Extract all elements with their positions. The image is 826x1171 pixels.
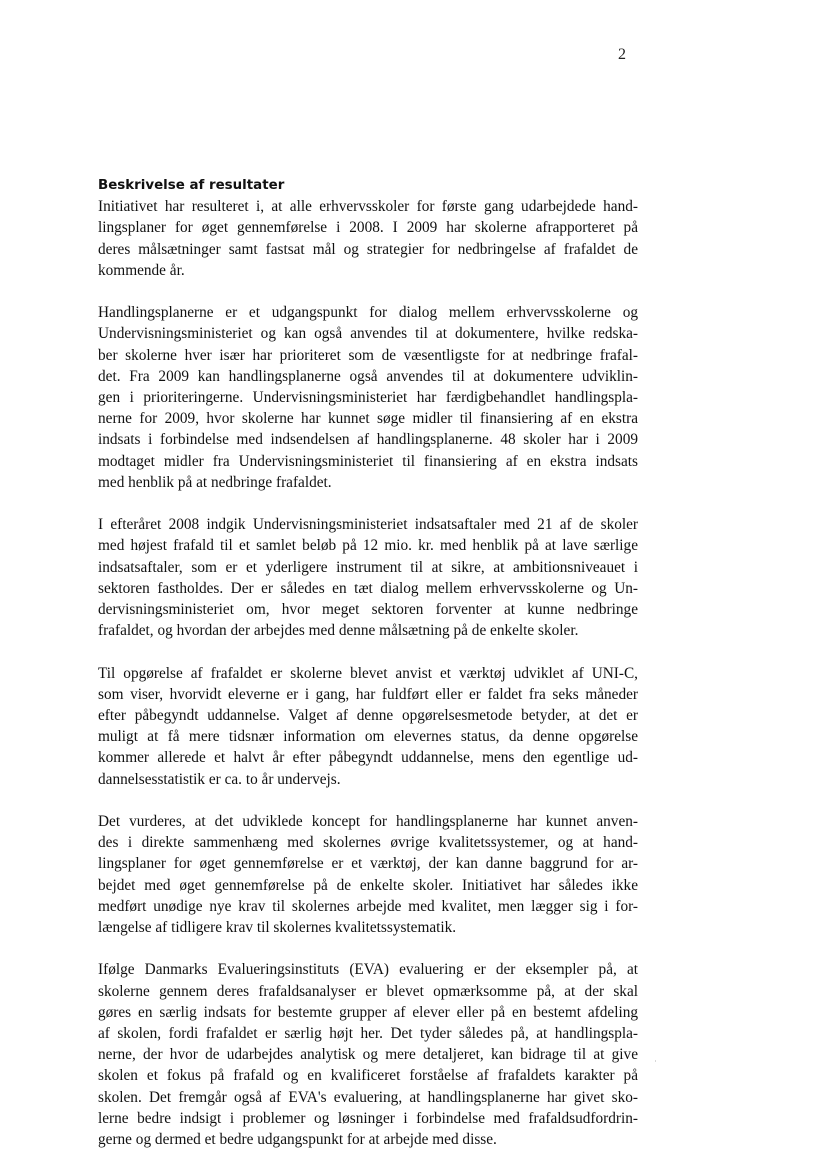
- text-line: frafaldet, og hvordan der arbejdes med denne målsætning på de enkelte skoler.: [98, 622, 579, 640]
- text-line: længelse af tidligere krav til skolernes kvalitetssystematik.: [98, 919, 457, 937]
- text-line: dannelsesstatistik er ca. to år undervejs.: [98, 770, 341, 788]
- text-line: af skolen, fordi frafaldet er særlig højt her. Det tyder således på, at handlingspla-: [98, 1025, 638, 1043]
- text-line: som viser, hvorvidt eleverne er i gang, har fuldført eller er faldet fra seks måneder: [98, 685, 638, 703]
- text-line: modtaget midler fra Undervisningsministeriet til finansiering af en ekstra indsats: [98, 452, 638, 470]
- text-line: I efteråret 2008 indgik Undervisningsministeriet indsatsaftaler med 21 af de skoler: [98, 516, 638, 534]
- text-line: efter påbegyndt uddannelse. Valget af denne opgørelsesmetode betyder, at det er: [98, 707, 638, 725]
- text-line: lingsplaner for øget gennemførelse i 2008. I 2009 har skolerne afrapporteret på: [98, 219, 638, 237]
- text-line: Handlingsplanerne er et udgangspunkt for dialog mellem erhvervsskolerne og: [98, 304, 638, 322]
- text-line: det. Fra 2009 kan handlingsplanerne også anvendes til at dokumentere udviklin-: [98, 367, 638, 385]
- text-line: deres målsætninger samt fastsat mål og strategier for nedbringelse af frafaldet de: [98, 240, 638, 258]
- text-line: skolerne gennem deres frafaldsanalyser er blevet opmærksomme på, at der skal: [98, 982, 638, 1000]
- text-line: nerne for 2009, hvor skolerne har kunnet søge midler til finansiering af en ekstra: [98, 410, 638, 428]
- paragraph: [98, 959, 638, 1150]
- text-line: ber skolerne hver især har prioriteret som de væsentligste for at nedbringe frafal-: [98, 346, 638, 364]
- text-line: skolen. Det fremgår også af EVA's evaluering, at handlingsplanerne har givet sko-: [98, 1088, 638, 1106]
- text-line: kommende år.: [98, 261, 185, 279]
- section-heading: Beskrivelse af resultater: [98, 178, 285, 193]
- text-line: muligt at få mere tidsnær information om elevernes status, da denne opgørelse: [98, 728, 638, 746]
- text-line: lingsplaner for øget gennemførelse er et værktøj, der kan danne baggrund for ar-: [98, 855, 638, 873]
- paragraph: [98, 196, 638, 281]
- text-line: gøres en særlig indsats for bestemte grupper af elever eller på en bestemt afdeling: [98, 1003, 638, 1021]
- paragraph: [98, 514, 638, 641]
- text-line: nerne, der hvor de udarbejdes analytisk og mere detaljeret, kan bidrage til at give: [98, 1046, 638, 1064]
- text-line: des i direkte sammenhæng med skolernes øvrige kvalitetssystemer, og at hand-: [98, 834, 638, 852]
- document-body: [98, 175, 638, 1171]
- text-line: indsats i forbindelse med indsendelsen af handlingsplanerne. 48 skoler har i 2009: [98, 431, 638, 449]
- text-line: dervisningsministeriet om, hvor meget sektoren forventer at kunne nedbringe: [98, 601, 638, 619]
- text-line: Initiativet har resulteret i, at alle erhvervsskoler for første gang udarbejdede hand-: [98, 198, 638, 216]
- text-line: medført unødige nye krav til skolernes arbejde med kvalitet, men lægger sig i for-: [98, 897, 638, 915]
- scan-mark: [655, 1060, 656, 1062]
- text-line: bejdet med øget gennemførelse på de enkelte skoler. Initiativet har således ikke: [98, 876, 638, 894]
- text-line: kommer allerede et halvt år efter påbegyndt uddannelse, mens den egentlige ud-: [98, 749, 638, 767]
- text-line: Ifølge Danmarks Evalueringsinstituts (EVA) evaluering er der eksempler på, at: [98, 961, 638, 979]
- paragraph: [98, 811, 638, 938]
- text-line: gerne og dermed et bedre udgangspunkt for at arbejde med disse.: [98, 1131, 497, 1149]
- text-line: indsatsaftaler, som er et yderligere instrument til at sikre, at ambitionsniveauet i: [98, 558, 638, 576]
- paragraphs-container: [98, 196, 638, 1150]
- text-line: med højest frafald til et samlet beløb på 12 mio. kr. med henblik på at lave særlige: [98, 537, 638, 555]
- text-line: Undervisningsministeriet og kan også anvendes til at dokumentere, hvilke redska-: [98, 325, 638, 343]
- text-line: lerne bedre indsigt i problemer og løsninger i forbindelse med frafaldsudfordrin-: [98, 1109, 638, 1127]
- text-line: med henblik på at nedbringe frafaldet.: [98, 473, 332, 491]
- text-line: skolen et fokus på frafald og en kvalificeret forståelse af frafaldets karakter på: [98, 1067, 638, 1085]
- paragraph: [98, 663, 638, 790]
- text-line: Til opgørelse af frafaldet er skolerne blevet anvist et værktøj udviklet af UNI-C,: [98, 664, 638, 682]
- paragraph: [98, 302, 638, 493]
- text-line: Det vurderes, at det udviklede koncept for handlingsplanerne har kunnet anven-: [98, 813, 638, 831]
- text-line: gen i prioriteringerne. Undervisningsministeriet har færdigbehandlet handlingspla-: [98, 389, 638, 407]
- text-line: sektoren fastholdes. Der er således en tæt dialog mellem erhvervsskolerne og Un-: [98, 579, 638, 597]
- page-number: 2: [618, 46, 626, 63]
